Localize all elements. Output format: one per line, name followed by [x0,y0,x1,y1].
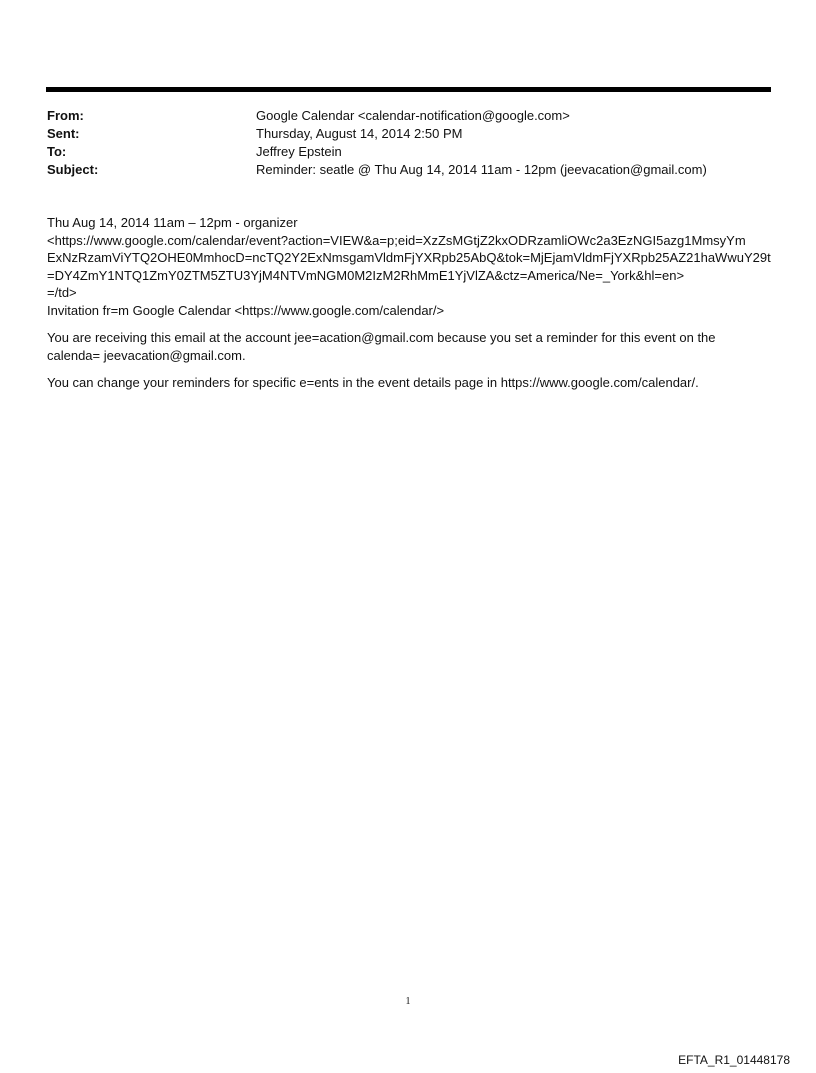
header-row-to [47,143,767,161]
subject-label: Subject: [47,162,99,177]
receiving-notice-line-2: calenda= jeevacation@gmail.com. [47,347,246,363]
from-value: Google Calendar <calendar-notification@google.com> [256,108,570,123]
event-url-line-2[interactable]: ExNzRzamViYTQ2OHE0MmhocD=ncTQ2Y2ExNmsgamVldmFjYXRpb25AbQ&tok=MjEjamVldmFjYXRpb25AZ21haWwuY29t [47,250,771,265]
sent-label: Sent: [47,126,80,141]
invitation-line: Invitation fr=m Google Calendar <https://www.google.com/calendar/> [47,302,445,318]
change-reminders-block [47,374,777,392]
header-row-from [47,107,767,125]
header-divider-rule [46,87,771,92]
header-row-sent [47,125,767,143]
event-time-line: Thu Aug 14, 2014 11am – 12pm - organizer [47,215,298,230]
to-value: Jeffrey Epstein [256,144,342,159]
from-label: From: [47,108,84,123]
email-body [47,214,777,392]
event-url-line-1[interactable]: <https://www.google.com/calendar/event?action=VIEW&a=p;eid=XzZsMGtjZ2kxODRzamliOWc2a3EzNGI5azg1MmsyYm [47,232,746,248]
receiving-notice-block [47,329,777,364]
sent-value: Thursday, August 14, 2014 2:50 PM [256,126,463,141]
to-label: To: [47,144,67,159]
document-id: EFTA_R1_01448178 [678,1053,790,1067]
receiving-notice-line-1: You are receiving this email at the account jee=acation@gmail.com because you set a reminder for this event on the [47,330,716,345]
header-row-subject [47,161,767,179]
change-reminders-line: You can change your reminders for specific e=ents in the event details page in https://www.google.com/calendar/. [47,375,699,390]
event-details-block [47,214,777,319]
email-header [47,107,767,179]
subject-value: Reminder: seatle @ Thu Aug 14, 2014 11am - 12pm (jeevacation@gmail.com) [256,162,707,177]
event-url-line-3[interactable]: =DY4ZmY1NTQ1ZmY0ZTM5ZTU3YjM4NTVmNGM0M2IzM2RhMmE1YjVlZA&ctz=America/Ne=_York&hl=en> [47,267,685,283]
html-artifact-line: =/td> [47,285,77,300]
page-number: 1 [405,996,411,1007]
